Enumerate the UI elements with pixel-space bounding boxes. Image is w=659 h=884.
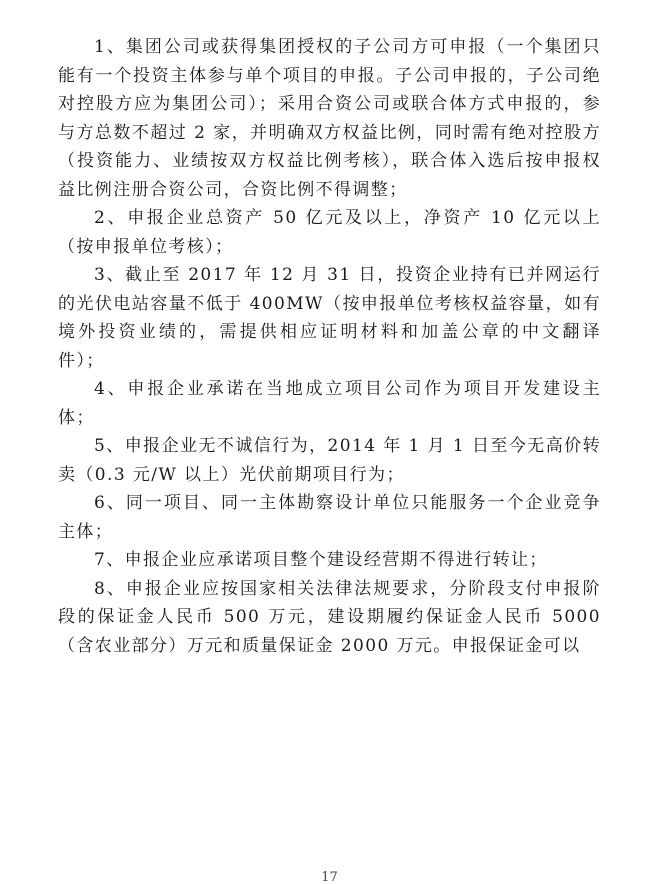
paragraph-3: 3、截止至 2017 年 12 月 31 日，投资企业持有已并网运行的光伏电站容量不低于 400MW（按申报单位考核权益容量，如有境外投资业绩的，需提供相应证明材料和加盖公章的中文翻译件）； — [58, 265, 601, 371]
paragraph-1: 1、集团公司或获得集团授权的子公司方可申报（一个集团只能有一个投资主体参与单个项目的申报。子公司申报的，子公司绝对控股方应为集团公司）；采用合资公司或联合体方式申报的，参与方总数不超过 2 家，并明确双方权益比例，同时需有绝对控股方（投资能力、业绩按双方权益比例考核），联合体入选后按申报权益比例注册合资公司，合资比例不得调整； — [58, 37, 601, 200]
paragraph-7: 7、申报企业应承诺项目整个建设经营期不得进行转让； — [94, 550, 548, 570]
paragraph-4: 4、申报企业承诺在当地成立项目公司作为项目开发建设主体； — [58, 379, 601, 428]
page-number: 17 — [321, 870, 338, 884]
paragraph-2: 2、申报企业总资产 50 亿元及以上，净资产 10 亿元以上（按申报单位考核）； — [58, 208, 601, 257]
paragraph-5: 5、申报企业无不诚信行为，2014 年 1 月 1 日至今无高价转卖（0.3 元/W 以上）光伏前期项目行为； — [58, 436, 601, 485]
paragraph-6: 6、同一项目、同一主体勘察设计单位只能服务一个企业竞争主体； — [58, 493, 601, 542]
paragraph-8: 8、申报企业应按国家相关法律法规要求，分阶段支付申报阶段的保证金人民币 500 万元，建设期履约保证金人民币 5000（含农业部分）万元和质量保证金 2000 万元。申报保证金可以 — [58, 578, 601, 656]
